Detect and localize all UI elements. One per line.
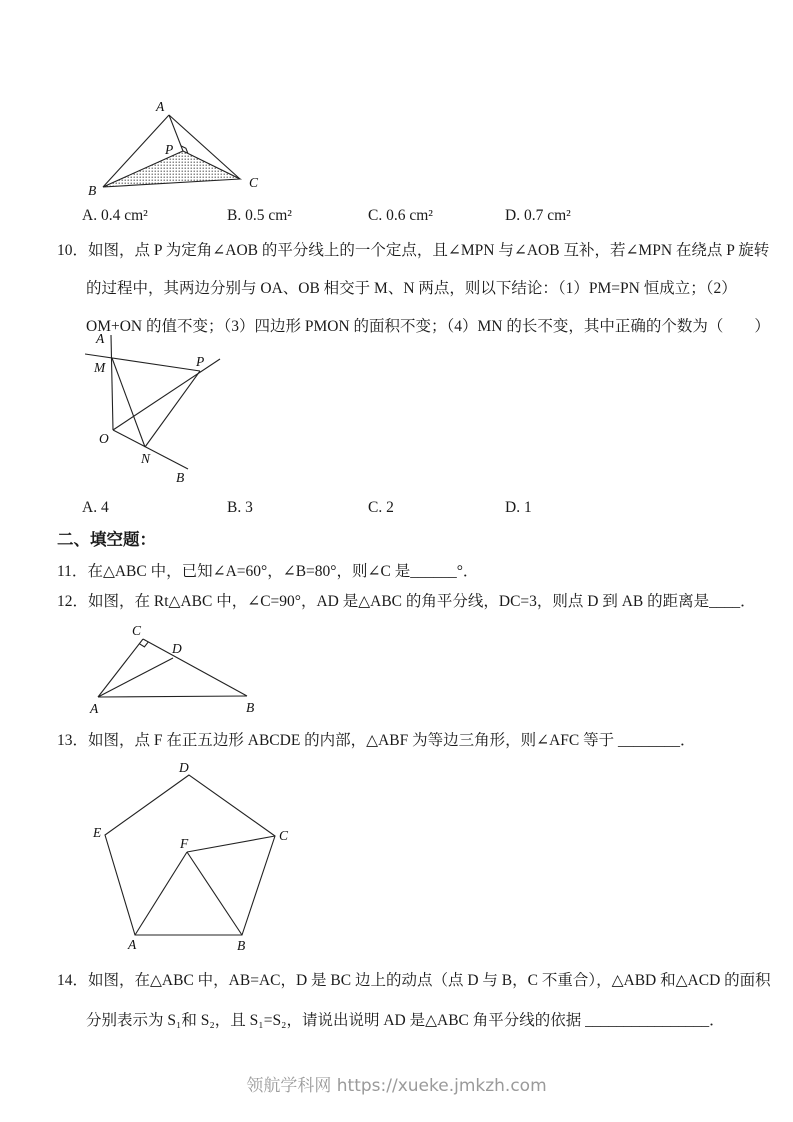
question-12 xyxy=(57,590,782,614)
vertex-label-d: D xyxy=(172,641,182,656)
vertex-label-a: A xyxy=(90,701,99,715)
vertex-label-c: C xyxy=(132,623,142,638)
vertex-label-c: C xyxy=(279,828,289,843)
q12-figure-labels xyxy=(89,623,254,715)
vertex-label-o: O xyxy=(99,431,109,446)
q12-figure xyxy=(88,618,270,715)
q10-option-d: D. 1 xyxy=(505,499,532,516)
question-10-text: 如图，点 P 为定角∠AOB 的平分线上的一个定点，且∠MPN 与∠AOB 互补，若∠MPN 在绕点 P 旋转的过程中，其两边分别与 OA、OB 相交于 M、N 两点，则以下结论：（1）PM=PN 恒成立；（2）OM+ON 的值不变；（3）四边形 PMON 的面积不变；（4）MN 的长不变，其中正确的个数为（ ） xyxy=(86,242,770,335)
q9-option-c: C. 0.6 cm² xyxy=(368,207,433,224)
vertex-label-n: N xyxy=(141,451,151,466)
question-14 xyxy=(57,961,782,1041)
footer-watermark: 领航学科网 https://xueke.jmkzh.com xyxy=(246,1076,547,1096)
q10-figure-labels xyxy=(93,331,204,485)
vertex-label-c: C xyxy=(249,175,259,190)
question-11 xyxy=(57,560,782,584)
q10-option-b: B. 3 xyxy=(227,499,253,516)
question-12-number: 12． xyxy=(57,593,89,610)
q9-options-row xyxy=(82,205,742,227)
vertex-label-e: E xyxy=(93,825,102,840)
q10-option-a: A. 4 xyxy=(82,499,109,516)
question-10 xyxy=(57,232,782,346)
q10-options-row xyxy=(82,497,742,519)
vertex-label-p: P xyxy=(196,354,205,369)
vertex-label-a: A xyxy=(156,99,165,114)
question-10-number: 10． xyxy=(57,242,89,259)
q9-figure xyxy=(85,98,265,198)
section-title: 二、填空题： xyxy=(57,530,156,549)
question-13-number: 13． xyxy=(57,732,89,749)
vertex-label-a: A xyxy=(128,937,137,952)
question-11-number: 11． xyxy=(57,563,88,580)
question-14-number: 14． xyxy=(57,972,89,989)
q10-figure xyxy=(85,330,237,490)
question-12-text: 如图，在 Rt△ABC 中，∠C=90°，AD 是△ABC 的角平分线，DC=3，则点 D 到 AB 的距离是____． xyxy=(88,593,756,610)
q10-option-c: C. 2 xyxy=(368,499,394,516)
vertex-label-b: B xyxy=(246,700,255,715)
question-13-text: 如图，点 F 在正五边形 ABCDE 的内部，△ABF 为等边三角形，则∠AFC 等于 ________． xyxy=(88,732,696,749)
vertex-label-p: P xyxy=(165,142,174,157)
vertex-label-f: F xyxy=(180,836,189,851)
pentagon-outline xyxy=(105,775,275,935)
vertex-label-d: D xyxy=(179,760,189,775)
q9-option-d: D. 0.7 cm² xyxy=(505,207,571,224)
q9-option-a: A. 0.4 cm² xyxy=(82,207,148,224)
vertex-label-b: B xyxy=(88,183,97,198)
vertex-label-b: B xyxy=(176,470,185,485)
vertex-label-b: B xyxy=(237,938,246,953)
question-13 xyxy=(57,729,782,753)
vertex-label-m: M xyxy=(94,360,106,375)
question-11-text: 在△ABC 中，已知∠A=60°，∠B=80°，则∠C 是______°． xyxy=(87,563,479,580)
question-14-text: 如图，在△ABC 中，AB=AC，D 是 BC 边上的动点（点 D 与 B，C 不重合），△ABD 和△ACD 的面积分别表示为 S₁和 S₂，且 S₁=S₂，请说出说明 AD 是△ABC 角平分线的依据 ________________． xyxy=(86,972,771,1029)
q13-figure xyxy=(90,758,300,958)
q9-option-b: B. 0.5 cm² xyxy=(227,207,292,224)
vertex-label-a: A xyxy=(96,331,105,346)
q13-figure-lines xyxy=(105,775,275,935)
